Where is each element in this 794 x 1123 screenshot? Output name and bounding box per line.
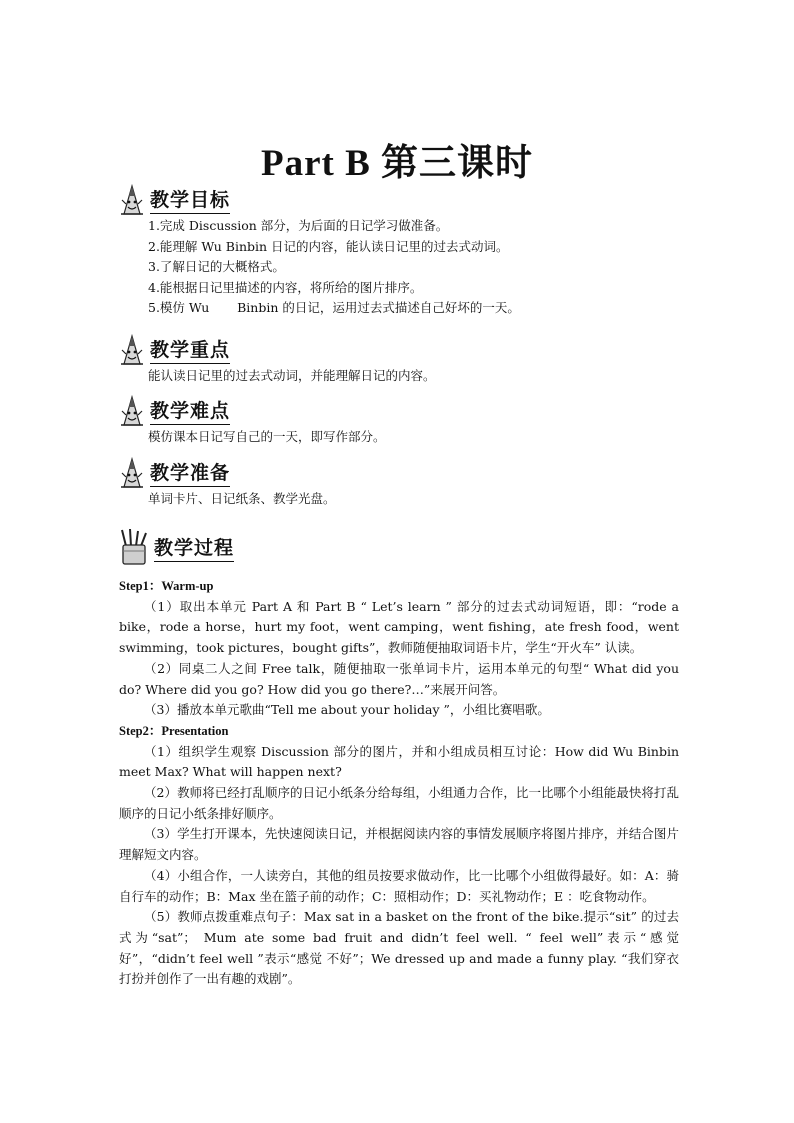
section-heading: 教学过程	[154, 533, 234, 562]
step-paragraph: （1）取出本单元 Part A 和 Part B “ Let’s learn ” 部分的过去式动词短语，即：“rode a bike，rode a horse，hurt my foot，went camping，went fishing，ate fresh food，went swimming，took pictures，bought gifts”，教师随便抽取词语卡片，学生“开火车” 认读。	[119, 598, 679, 656]
step-paragraph: （3）播放本单元歌曲“Tell me about your holiday ”，小组比赛唱歌。	[144, 702, 550, 718]
section-heading: 教学目标	[150, 185, 230, 214]
step-paragraph: （2）教师将已经打乱顺序的日记小纸条分给每组，小组通力合作，比一比哪个小组能最快将打乱顺序的日记小纸条排好顺序。	[119, 785, 679, 821]
objective-item: 2.能理解 Wu Binbin 日记的内容，能认读日记里的过去式动词。	[148, 238, 509, 254]
pencil-icon	[118, 182, 146, 216]
page-title: Part B 第三课时	[260, 143, 534, 184]
preparation-text: 单词卡片、日记纸条、教学光盘。	[148, 491, 336, 506]
objective-item: 4.能根据日记里描述的内容，将所给的图片排序。	[148, 279, 423, 295]
objective-item: 3.了解日记的大概格式。	[148, 259, 285, 274]
step-paragraph: （5）教师点拨重难点句子：Max sat in a basket on the front of the bike.提示“sit” 的过去式为“sat”； Mum ate some bad fruit and didn’t feel well. “ feel well”表示“感觉好”，“didn’t feel well ”表示“感觉 不好”；We dressed up and made a funny play. “我们穿衣打扮并创作了一出有趣的戏剧”。	[119, 909, 679, 987]
key-points-text: 能认读日记里的过去式动词，并能理解日记的内容。	[148, 368, 436, 383]
objective-item: 1.完成 Discussion 部分，为后面的日记学习做准备。	[148, 218, 449, 233]
step-paragraph: （1）组织学生观察 Discussion 部分的图片，并和小组成员相互讨论：How did Wu Binbin meet Max? What will happen next?	[119, 743, 679, 780]
step-paragraph: （2）同桌二人之间 Free talk，随便抽取一张单词卡片，运用本单元的句型“ What did you do? Where did you go? How did you go there?…”来展开问答。	[119, 660, 679, 697]
pencil-icon	[118, 455, 146, 489]
process-section	[118, 526, 234, 568]
difficulties-text: 模仿课本日记写自己的一天，即写作部分。	[148, 429, 386, 444]
pencil-icon	[118, 393, 146, 427]
step-paragraph: （4）小组合作，一人读旁白，其他的组员按要求做动作，比一比哪个小组做得最好。如：A：骑自行车的动作；B：Max 坐在篮子前的动作；C：照相动作；D：买礼物动作；E ：吃食物动作。	[119, 867, 679, 904]
section-heading: 教学重点	[150, 335, 230, 364]
objectives-section	[118, 182, 520, 319]
difficulties-section	[118, 393, 386, 448]
process-body	[119, 576, 679, 990]
pencil-icon	[118, 332, 146, 366]
section-heading: 教学难点	[150, 396, 230, 425]
step-label: Step2：Presentation	[119, 723, 229, 738]
objective-item: 5.模仿 Wu Binbin 的日记，运用过去式描述自己好坏的一天。	[148, 300, 520, 315]
key-points-section	[118, 332, 436, 387]
step-label: Step1：Warm-up	[119, 579, 214, 593]
preparation-section	[118, 455, 336, 510]
step-paragraph: （3）学生打开课本，先快速阅读日记，并根据阅读内容的事情发展顺序将图片排序，并结合图片理解短文内容。	[119, 826, 679, 863]
pencil-cup-icon	[118, 528, 150, 566]
section-heading: 教学准备	[150, 458, 230, 487]
